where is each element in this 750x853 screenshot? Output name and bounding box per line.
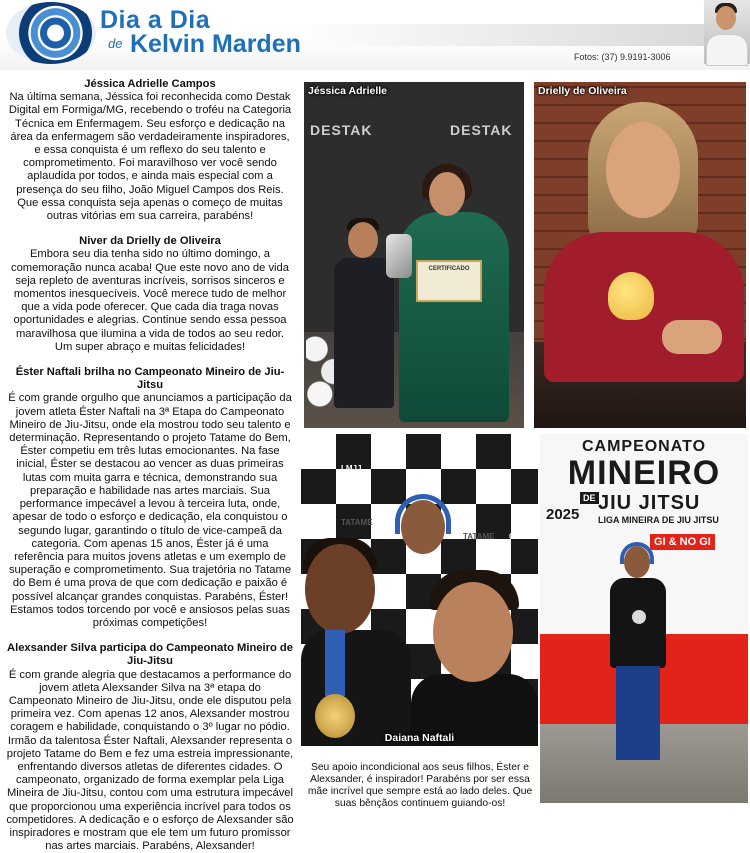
column-title-line1: Dia a Dia — [100, 6, 211, 34]
photo-label-jessica: Jéssica Adrielle — [308, 85, 387, 97]
trophy-icon — [386, 234, 412, 278]
photo-caption-daiana: Seu apoio incondicional aos seus filhos, Éster e Alexsander, é inspirador! Parabéns por ser essa mãe incrível que sempre está ao lado deles. Que suas bênçãos continuem guiando-os! — [307, 762, 533, 809]
section-body-jessica: Na última semana, Jéssica foi reconhecida como Destak Digital em Formiga/MG, recebendo o troféu na Categoria Técnica em Enfermagem. Seu esforço e dedicação na área da enfermagem são verdadeiramente inspiradores, e essa conquista é um reflexo do seu talento e comprometimento. Foi maravilhoso ver você sendo aplaudida por todos, e ainda mais especial com a presença do seu filho, João Miguel Campos dos Reis. Que essa conquista seja apenas o começo de muitas outras vitórias em sua carreira, parabéns! — [8, 91, 292, 223]
section-body-drielly: Embora seu dia tenha sido no último domingo, a comemoração nunca acaba! Que este novo ano de vida seja repleto de aventuras incríveis, sorrisos sinceros e momentos inesquecíveis. Você merece tudo de melhor que a vida pode oferecer. Que cada dia traga novas oportunidades e alegrias. Continue sendo essa pessoa maravilhosa que ilumina a vida de todos ao seu redor. Um super abraço e muitas felicidades! — [10, 248, 289, 353]
banner-campeonato: CAMPEONATO — [581, 438, 707, 455]
photo-esther — [540, 434, 748, 803]
photo-label-drielly: Drielly de Oliveira — [538, 85, 627, 97]
banner-gi-nogi: GI & NO GI — [650, 534, 715, 550]
banner-mineiro: MINEIRO — [567, 454, 721, 492]
photo-daiana — [301, 434, 538, 746]
columnist-portrait — [704, 0, 750, 64]
sponsor-logo-text: TATAME — [341, 518, 373, 527]
backdrop-brand-text: DESTAK — [310, 122, 373, 138]
section-body-ester: É com grande orgulho que anunciamos a participação da jovem atleta Éster Naftali na 3ª Etapa do Campeonato Mineiro de Jiu-Jitsu, onde ela mostrou todo seu talento e determinação. Representando o projeto Tatame do Bem, Éster competiu em três lutas emocionantes. Na fase inicial, Éster se destacou ao vencer as duas primeiras lutas com muita garra e técnica, demonstrando sua preparação e habilidade nas artes marciais. Sua performance impecável a levou à terceira luta, onde, apesar de todo o esforço e dedicação, ela conquistou o segundo lugar, garantindo o título de vice-campeã da categoria. Com apenas 15 anos, Éster já é uma referência para muitos jovens atletas e um exemplo de superação e comprometimento. Sua trajetória no Tatame do Bem é uma prova de que com dedicação e paixão é possível alcançar grandes conquistas. Parabéns, Éster! Estamos todos torcendo por você e ansiosos pelas suas próximas competições! — [8, 392, 292, 629]
sponsor-logo-text: CCMJ — [509, 532, 532, 541]
article-column — [6, 78, 294, 853]
section-body-alexsander: É com grande alegria que destacamos a performance do jovem atleta Alexsander Silva na 3ª etapa do Campeonato Mineiro de Jiu-Jitsu, onde ele disputou pela primeira vez. Com apenas 12 anos, Alexsander mostrou coragem e habilidade, conquistando o 3º lugar no pódio. Irmão da talentosa Éster Naftali, Alexsander representa o projeto Tatame do Bem e fez uma estreia impressionante, enfrentando diversos atletas de diferentes cidades. O campeonato, organizado de forma exemplar pela Liga Mineira de Jiu-Jitsu, contou com uma estrutura impecável que proporcionou uma experiência incrível para todos os competidores. A dedicação e o esforço de Alexsander são inspiradores e mostram que ele tem um futuro promissor nas artes marciais. Parabéns, Alexsander! — [6, 668, 294, 853]
banner-de: DE — [580, 492, 599, 504]
page-header — [0, 0, 750, 70]
header-accent-bar — [285, 24, 705, 46]
photo-drielly — [534, 82, 746, 428]
photo-label-daiana: Daiana Naftali — [384, 732, 455, 744]
column-title-line2: Kelvin Marden — [130, 30, 301, 58]
banner-jiu-jitsu: JIU JITSU — [598, 492, 701, 514]
photo-jessica — [304, 82, 524, 428]
photo-credit: Fotos: (37) 9.9191-3006 — [574, 52, 671, 62]
section-title-ester: Éster Naftali brilha no Campeonato Mineiro de Jiu-Jitsu — [15, 366, 285, 392]
certificate: CERTIFICADO — [416, 260, 482, 302]
banner-liga: LIGA MINEIRA DE JIU JITSU — [598, 515, 719, 525]
drink-glass — [608, 272, 654, 320]
sponsor-logo-text: TATAME — [463, 532, 495, 541]
section-title-alexsander: Alexsander Silva participa do Campeonato Mineiro de Jiu-Jitsu — [7, 642, 293, 668]
backdrop-brand-text: DESTAK — [450, 122, 513, 138]
camera-aperture-logo — [6, 2, 96, 64]
banner-year: 2025 — [546, 506, 580, 523]
sponsor-logo-text: LMJJ — [341, 464, 362, 473]
section-title-jessica: Jéssica Adrielle Campos — [84, 78, 216, 90]
medal-icon — [632, 610, 646, 624]
column-title-de: de — [108, 36, 123, 51]
section-title-drielly: Niver da Drielly de Oliveira — [79, 235, 221, 248]
